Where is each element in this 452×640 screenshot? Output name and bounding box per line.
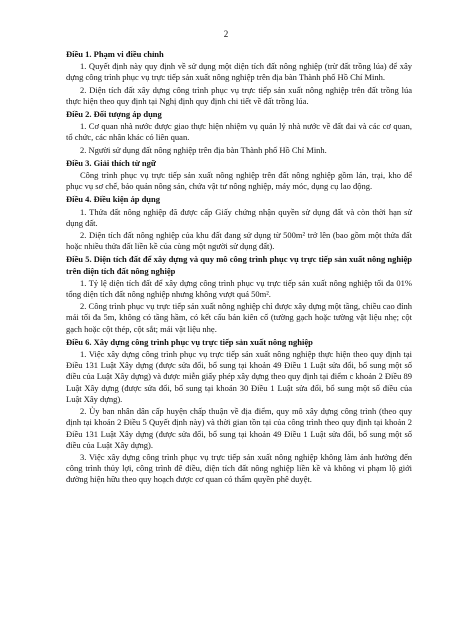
article-1-heading: Điều 1. Phạm vi điều chỉnh — [66, 49, 164, 59]
article-5 — [66, 254, 412, 334]
article-4 — [66, 194, 412, 252]
article-2-para-2: 2. Người sử dụng đất nông nghiệp trên địa bàn Thành phố Hồ Chí Minh. — [80, 144, 327, 155]
article-4-para-1: 1. Thửa đất nông nghiệp đã được cấp Giấy chứng nhận quyền sử dụng đất và còn thời hạn sử dụng đất. — [66, 206, 412, 228]
article-6-para-3: 3. Việc xây dựng công trình phục vụ trực tiếp sản xuất nông nghiệp không làm ảnh hưởng đến công trình thủy lợi, công trình đê điều, diện tích đất nông nghiệp liền kề và không vi phạm lộ giới đường hiện hữu theo quy hoạch được cơ quan có thẩm quyền phê duyệt. — [66, 451, 412, 485]
article-2 — [66, 109, 412, 156]
article-5-heading: Điều 5. Diện tích đất để xây dựng và quy mô công trình phục vụ trực tiếp sản xuất nông nghiệp trên diện tích đất nông nghiệp — [66, 254, 412, 276]
article-4-heading: Điều 4. Điều kiện áp dụng — [66, 194, 160, 205]
article-1-para-2: 2. Diện tích đất xây dựng công trình phục vụ trực tiếp sản xuất nông nghiệp trên đất trồng lúa thực hiện theo quy định tại Nghị định quy định chi tiết về đất trồng lúa. — [66, 84, 412, 106]
article-6-para-2: 2. Ủy ban nhân dân cấp huyện chấp thuận về địa điểm, quy mô xây dựng công trình (theo quy định tại khoản 2 Điều 5 Quyết định này) và thời gian tồn tại của công trình theo quy định tại khoản 2 Điều 131 Luật Xây dựng (được sửa đổi, bổ sung tại khoản 49 Điều 1 Luật sửa đổi, bổ sung một số điều của Luật Xây dựng). — [66, 406, 412, 450]
article-5-para-2: 2. Công trình phục vụ trực tiếp sản xuất nông nghiệp chỉ được xây dựng một tầng, chiều cao đỉnh mái tối đa 5m, không có tầng hầm, có kết cấu bán kiên cố (tường gạch hoặc tường vật liệu nhẹ; cột gạch hoặc cột thép, cột sắt; mái vật liệu nhẹ. — [66, 301, 412, 334]
article-6-heading: Điều 6. Xây dựng công trình phục vụ trực tiếp sản xuất nông nghiệp — [66, 336, 313, 347]
article-4-para-2: 2. Diện tích đất nông nghiệp của khu đất đang sử dụng từ 500m² trở lên (bao gồm một thửa đất hoặc nhiều thửa đất liền kề của cùng một người sử dụng đất). — [66, 230, 412, 252]
article-1-para-1: 1. Quyết định này quy định về sử dụng một diện tích đất nông nghiệp (trừ đất trồng lúa) để xây dựng công trình phục vụ trực tiếp sản xuất nông nghiệp trên địa bàn Thành phố Hồ Chí Minh. — [66, 61, 412, 83]
article-3-heading: Điều 3. Giải thích từ ngữ — [66, 157, 157, 168]
article-2-para-1: 1. Cơ quan nhà nước được giao thực hiện nhiệm vụ quản lý nhà nước về đất đai và các cơ quan, tổ chức, các nhân khác có liên quan. — [66, 121, 412, 143]
article-5-para-1: 1. Tỷ lệ diện tích đất để xây dựng công trình phục vụ trực tiếp sản xuất nông nghiệp tối đa 01% tổng diện tích đất nông nghiệp nhưng không vượt quá 50m². — [66, 277, 412, 300]
article-3 — [66, 158, 412, 193]
page-number: 2 — [223, 29, 229, 39]
article-1 — [66, 49, 412, 107]
article-6-para-1: 1. Việc xây dựng công trình phục vụ trực tiếp sản xuất nông nghiệp thực hiện theo quy định tại Điều 131 Luật Xây dựng (được sửa đổi, bổ sung tại khoản 49 Điều 1 Luật sửa đổi, bổ sung một số điều của Luật Xây dựng) và được miễn giấy phép xây dựng theo quy định tại điểm c khoản 2 Điều 89 Luật Xây dựng (được sửa đổi, bổ sung tại khoản 30 Điều 1 Luật sửa đổi, bổ sung một số điều của Luật Xây dựng). — [66, 349, 412, 404]
article-2-heading: Điều 2. Đối tượng áp dụng — [66, 109, 162, 120]
article-6 — [66, 337, 412, 486]
article-3-para-1: Công trình phục vụ trực tiếp sản xuất nông nghiệp trên đất nông nghiệp gồm lán, trại, kho để phục vụ sơ chế, bảo quản nông sản, chứa vật tư nông nghiệp, máy móc, dụng cụ lao động. — [66, 170, 412, 192]
